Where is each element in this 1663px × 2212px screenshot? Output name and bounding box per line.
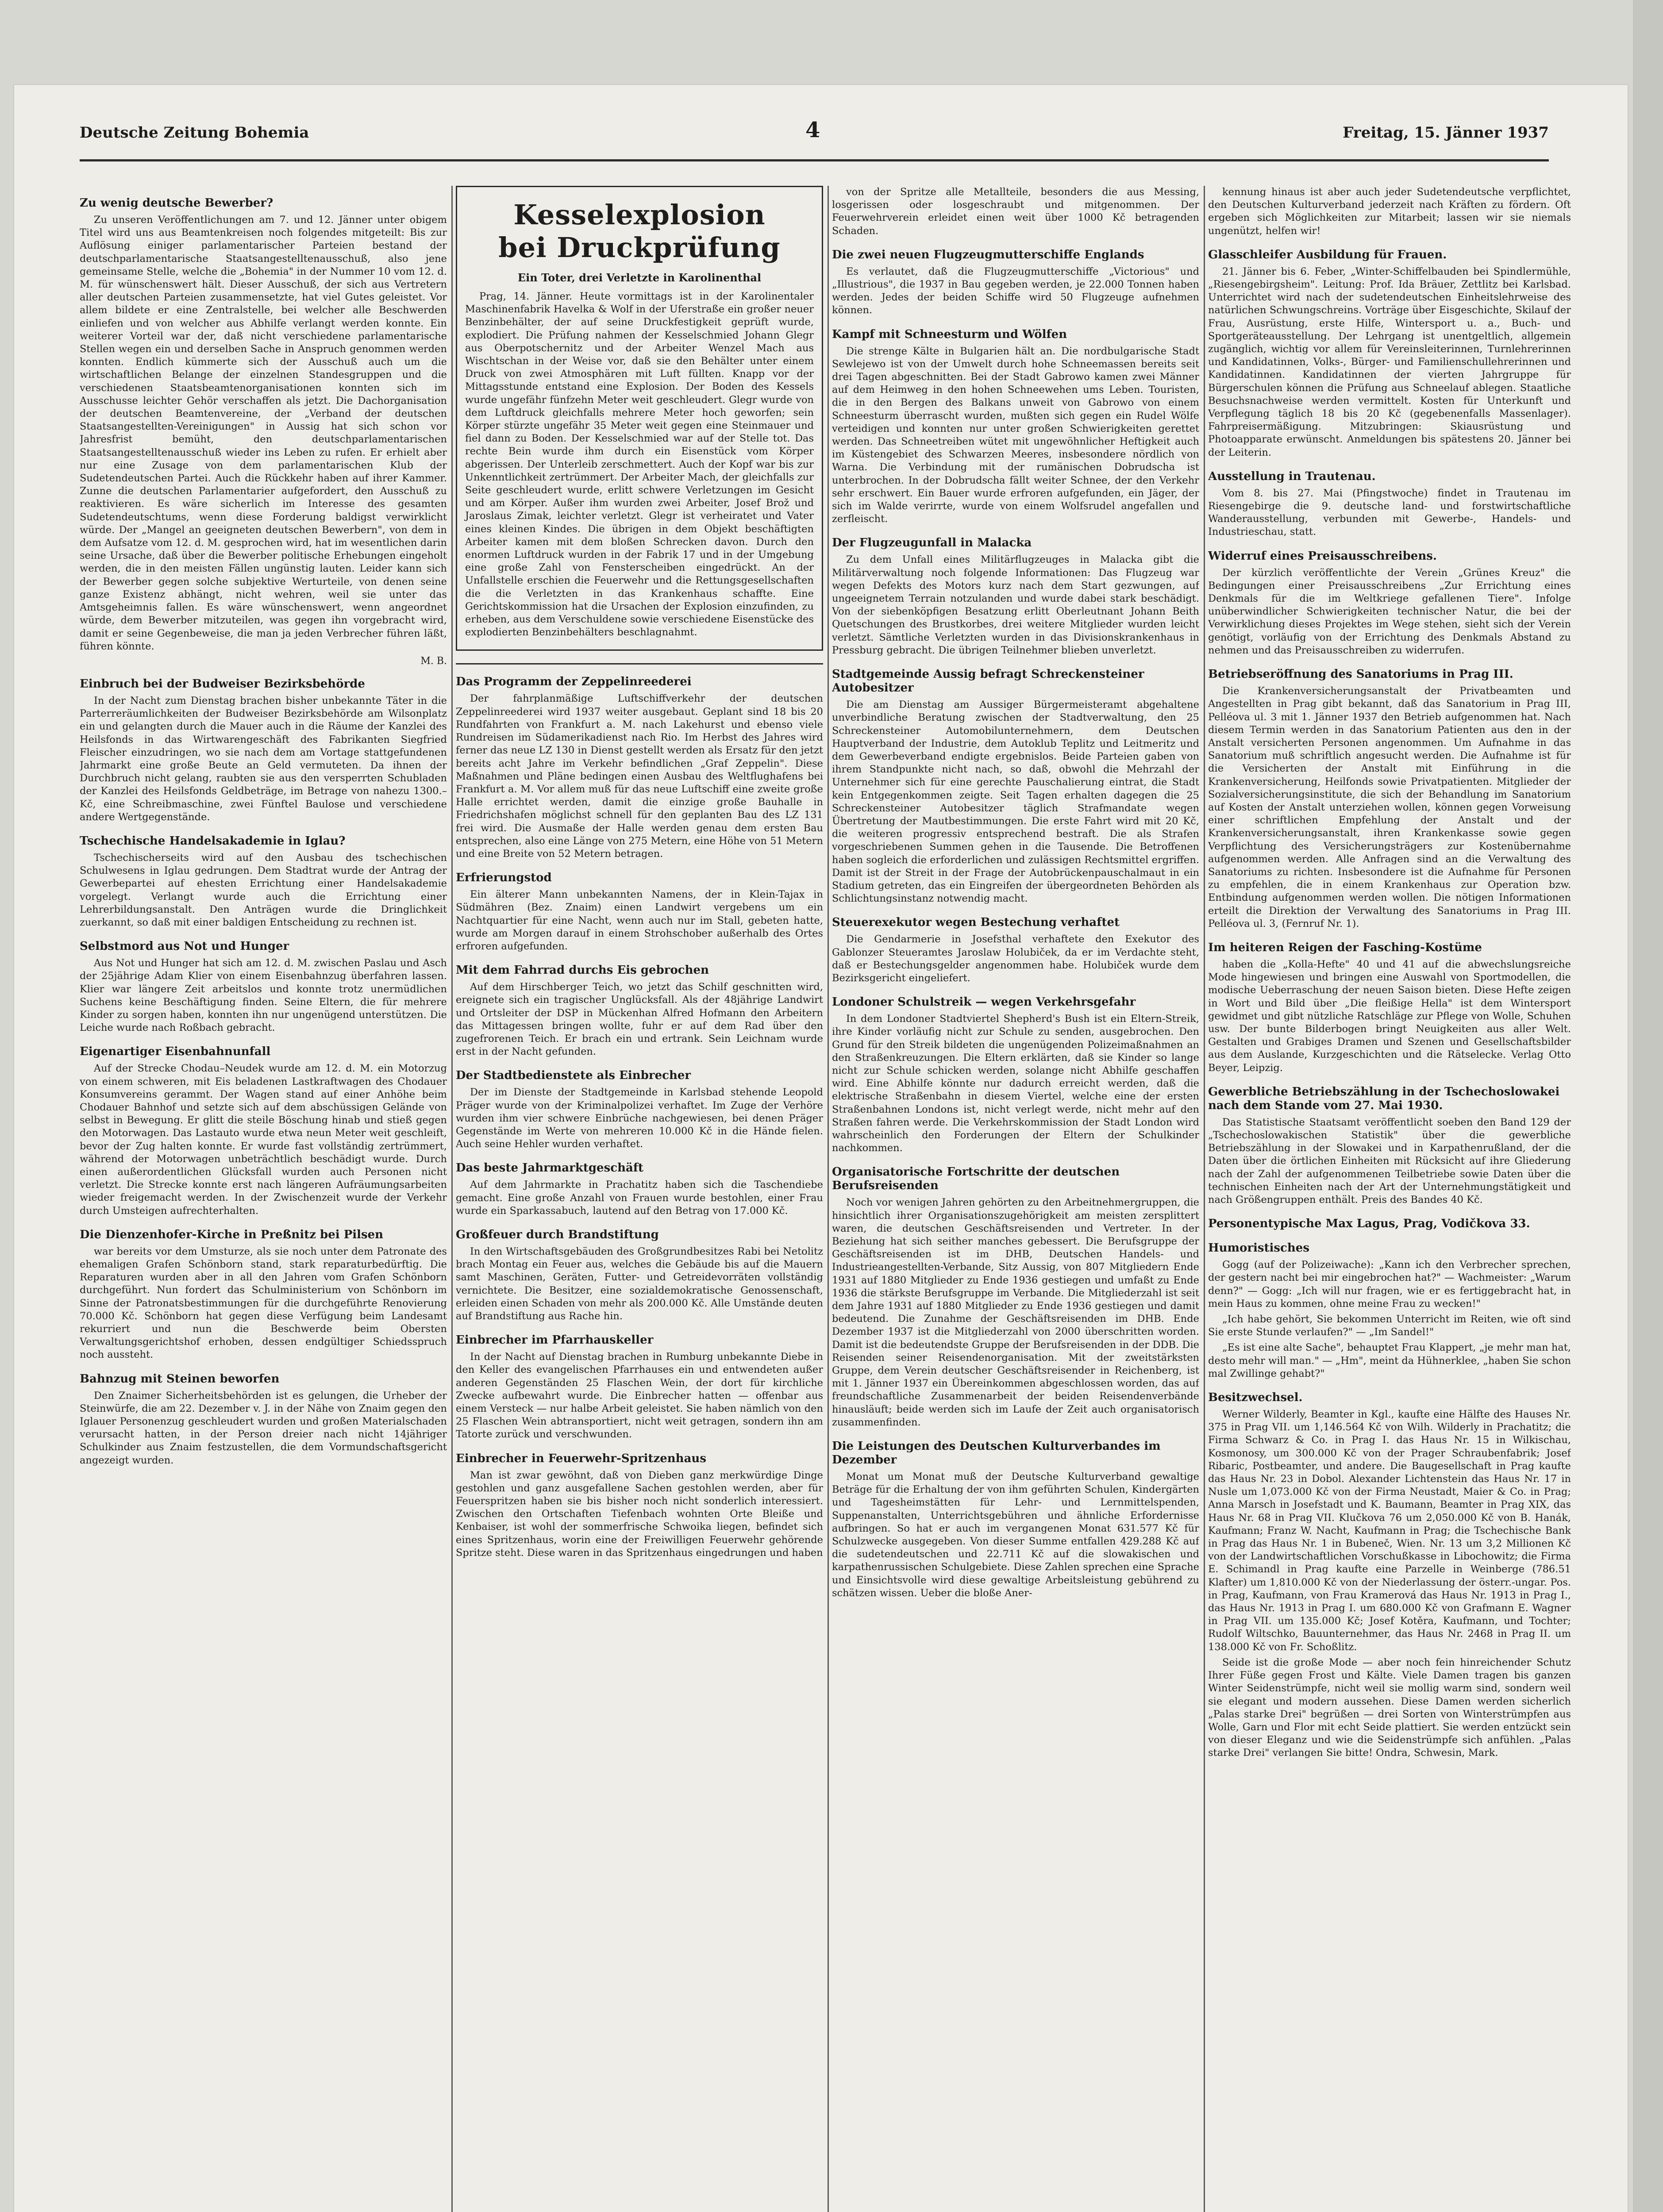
article xyxy=(832,668,1199,905)
article-paragraph: war bereits vor dem Umsturze, als sie noch unter dem Patronate des ehemaligen Grafen Schönborn stand, stark reparaturbedürftig. Die Reparaturen wurden aber in all den Jahren vom Grafen Schönborn durchgeführt. Nun fordert das Schulministerium von Schönborn im Sinne der Patronatsbestimmungen für die durchgeführte Renovierung 70.000 Kč. Schönborn hat gegen diese Verfügung beim Landesamt rekurriert und nun die Beschwerde beim Obersten Verwaltungsgerichtshof erhoben, dessen endgültiger Schiedsspruch noch aussteht. xyxy=(80,1245,447,1361)
article-title: Steuerexekutor wegen Bestechung verhaftet xyxy=(832,916,1120,929)
article-paragraph: Es verlautet, daß die Flugzeugmutterschiffe „Victorious" und „Illustrious", die 1937 in Bau gegeben werden, je 22.000 Tonnen haben werden. Jedes der beiden Schiffe wird 50 Flugzeuge aufnehmen können. xyxy=(832,265,1199,316)
article-paragraph: Die Gendarmerie in Josefsthal verhaftete den Exekutor des Gablonzer Steueramtes Jaroslaw Holubiček, da er im Verdachte steht, daß er Bestechungsgelder angenommen habe. Holubiček wurde dem Bezirksgericht eingeliefert. xyxy=(832,933,1199,984)
article xyxy=(1208,1656,1571,1760)
article-paragraph: Ein älterer Mann unbekannten Namens, der in Klein-Tajax in Südmähren (Bez. Znaim) einen Landwirt vergebens um ein Nachtquartier für eine Nacht, wenn auch nur im Stall, gebeten hatte, wurde am Morgen darauf in einem Strohschober außerhalb des Ortes erfroren aufgefunden. xyxy=(456,889,823,952)
article-title: Bahnzug mit Steinen beworfen xyxy=(80,1372,280,1386)
column-rule xyxy=(828,186,829,2212)
article-title: Großfeuer durch Brandstiftung xyxy=(456,1228,659,1241)
page-header xyxy=(80,111,1549,161)
page-number: 4 xyxy=(805,118,820,142)
article-paragraph: Das Statistische Staatsamt veröffentlicht soeben den Band 129 der „Tschechoslowakischen Statistik" über die gewerbliche Betriebszählung in der Slowakei und in Karpathenrußland, der die Daten über die örtlichen Einheiten mit Rücksicht auf ihre Gliederung nach der Zahl der aufgenommenen Teilbetriebe sowie Daten über die technischen Einheiten nach der Art der Unternehmungstätigkeit und nach Größengruppen enthält. Preis des Bandes 40 Kč. xyxy=(1208,1116,1571,1206)
issue-date: Freitag, 15. Jänner 1937 xyxy=(1343,124,1549,142)
article-title: Gewerbliche Betriebszählung in der Tschechoslowakei nach dem Stande vom 27. Mai 1930. xyxy=(1208,1085,1560,1112)
article-title: Glasschleifer Ausbildung für Frauen. xyxy=(1208,248,1447,261)
article-paragraph: Die Krankenversicherungsanstalt der Privatbeamten und Angestellten in Prag gibt bekannt, daß das Sanatorium in Prag III, Pelléova ul. 3 mit 1. Jänner 1937 den Betrieb aufgenommen hat. Nach diesem Termin werden in das Sanatorium Patienten aus den in der Anstalt versicherten Personen angenommen. Um Aufnahme in das Sanatorium muß schriftlich angesucht werden. Die Aufnahme ist für die Versicherten der Anstalt mit Einführung in die Krankenversicherung, Heilfonds sowie Privatpatienten. Mitglieder der Sozialversicherungsinstitute, die sich der Behandlung im Sanatorium auf Kosten der Anstalt unterziehen wollen, können gegen Vorweisung einer schriftlichen Empfehlung der Anstalt und der Krankenversicherungsanstalt, ihren Krankenkasse sowie gegen Verpflichtung des Versicherungsträgers zur Kostenübernahme aufgenommen werden. Alle Anfragen sind an die Verwaltung des Sanatoriums zu richten. Insbesondere ist die Aufnahme für Personen zu empfehlen, die in einem Krankenhaus zur Operation bzw. Entbindung aufgenommen werden wollen. Die nötigen Informationen erteilt die Direktion der Verwaltung des Sanatoriums in Prag III. Pelléova ul. 3, (Fernruf Nr. 1). xyxy=(1208,685,1571,929)
article-paragraph: von der Spritze alle Metallteile, besonders die aus Messing, losgerissen oder losgeschraubt und mitgenommen. Der Feuerwehrverein erleidet einen weit über 1000 Kč betragenden Schaden. xyxy=(832,186,1199,237)
article xyxy=(456,871,823,953)
article-title: Einbrecher im Pfarrhauskeller xyxy=(456,1333,654,1347)
article xyxy=(456,675,823,860)
article-paragraph: In der Nacht zum Dienstag brachen bisher unbekannte Täter in die Parterreräumlichkeiten der Budweiser Bezirksbehörde am Wilsonplatz ein und gelangten durch die Mauer auch in die Räume der Kanzlei des Heilsfonds in das Wirtwarengeschäft des Fabrikanten Siegfried Fleischer einzudringen, wo sie nach dem am Vortage stattgefundenen Jahrmarkt eine große Beute an Geld vermuteten. Da ihnen der Durchbruch nicht gelang, raubten sie aus den versperrten Schubladen der Kanzlei des Heilsfonds Geldbeträge, im Betrage von nahezu 1300.– Kč, eine Schreibmaschine, zwei Fünftel Baulose und verschiedene andere Wertgegenstände. xyxy=(80,695,447,823)
article-title: Im heiteren Reigen der Fasching-Kostüme xyxy=(1208,941,1482,954)
article xyxy=(832,995,1199,1155)
newspaper-page xyxy=(13,84,1628,2212)
column-rule xyxy=(451,186,453,2212)
article-paragraph: Gogg (auf der Polizeiwache): „Kann ich den Verbrecher sprechen, der gestern nacht bei mir eingebrochen hat?" — Wachmeister: „Warum denn?" — Gogg: „Ich will nur fragen, wie er es fertiggebracht hat, in mein Haus zu kommen, ohne meine Frau zu wecken!" xyxy=(1208,1259,1571,1310)
article xyxy=(1208,1241,1571,1380)
article-paragraph: Werner Wilderly, Beamter in Kgl., kaufte eine Hälfte des Hauses Nr. 375 in Prag VII. um 1,146.564 Kč von Wilh. Wilderly in Prachatitz; die Firma Schwarz & Co. in Prag I. das Haus Nr. 15 in Wilkischau, Kosmonosy, um 300.000 Kč von der Prager Schraubenfabrik; Josef Ribaric, Postbeamter, und andere. Die Baugesellschaft in Prag kaufte das Haus Nr. 23 in Dobol. Alexander Lichtenstein das Haus Nr. 17 in Nusle um 1,073.000 Kč von der Firma Neustadt, Maier & Co. in Prag; Anna Marsch in Josefstadt und K. Baumann, Beamter in Prag XIX, das Haus Nr. 68 in Prag VII. Klučkova 76 um 2,050.000 Kč von B. Hanák, Kaufmann; Franz W. Nacht, Kaufmann in Prag; die Tschechische Bank in Prag das Haus Nr. 1 in Bubeneč, Wien. Nr. 13 um 3,2 Millionen Kč von der Landwirtschaftlichen Vorschußkasse in Libochowitz; die Firma E. Schimandl in Prag kaufte eine Parzelle in Weinberge (786.51 Klafter) um 1,810.000 Kč von der Niederlassung der österr.-ungar. Pos. in Prag, Kaufmann, von Frau Kramerová das Haus Nr. 1913 in Prag I., das Haus Nr. 1913 in Prag I. um 680.000 Kč von Grafmann E. Wagner in Prag VII. um 135.000 Kč; Josef Kotěra, Kaufmann, und Tochter; Rudolf Wiltschko, Bauunternehmer, das Haus Nr. 2468 in Prag II. um 138.000 Kč von Fr. Schoßlitz. xyxy=(1208,1409,1571,1653)
article-title: Personentypische Max Lagus, Prag, Vodičkova 33. xyxy=(1208,1217,1530,1231)
article-paragraph: Monat um Monat muß der Deutsche Kulturverband gewaltige Beträge für die Erhaltung der von ihm geführten Schulen, Kindergärten und Tagesheimstätten für Lehr- und Lernmittelspenden, Suppenanstalten, Unterrichtsgebühren und ähnliche Erfordernisse aufbringen. So hat er auch im vergangenen Monat 631.577 Kč für Schulzwecke ausgegeben. Von dieser Summe entfallen 429.288 Kč auf die sudetendeutschen und 22.711 Kč auf die slowakischen und karpathenrussischen Schulgebiete. Diese Zahlen sprechen eine Sprache und Einsichtsvolle wird diese gewaltige Arbeitsleistung gebührend zu schätzen wissen. Ueber die bloße Aner- xyxy=(832,1471,1199,1599)
article xyxy=(1208,1391,1571,1654)
article-byline: M. B. xyxy=(420,655,447,667)
article-paragraph: Man ist zwar gewöhnt, daß von Dieben ganz merkwürdige Dinge gestohlen und ganz ausgefallene Sachen gestohlen werden, aber für Feuerspritzen haben sie bis bisher noch nicht sonderlich interessiert. Zwischen den Ortschaften Tiefenbach wohnten Orte Bleiße und Kenbaiser, ist wohl der sommerfrische Schwoika liegen, befindet sich eines Spritzenhaus, worin eine der Freiwilligen Feuerwehr gehörende Spritze steht. Diese waren in das Spritzenhaus eingedrungen und haben xyxy=(456,1469,823,1559)
article xyxy=(1208,1217,1571,1231)
article-title: Einbrecher in Feuerwehr-Spritzenhaus xyxy=(456,1452,706,1465)
article-paragraph: Vom 8. bis 27. Mai (Pfingstwoche) findet in Trautenau im Riesengebirge die 9. deutsche land- und forstwirtschaftliche Wanderausstellung, verbunden mit Gewerbe-, Handels- und Industrieschau, statt. xyxy=(1208,487,1571,538)
article-paragraph: Tschechischerseits wird auf den Ausbau des tschechischen Schulwesens in Iglau gedrungen. Dem Stadtrat wurde der Antrag der Gewerbepartei auf ehesten Errichtung einer Handelsakademie vorgelegt. Verlangt wurde auch die Errichtung einer Lehrerbildungsanstalt. Den Anträgen wurde die Dringlichkeit zuerkannt, so daß mit einer baldigen Entscheidung zu rechnen ist. xyxy=(80,852,447,928)
article-title: Der Stadtbedienstete als Einbrecher xyxy=(456,1069,691,1083)
article xyxy=(1208,470,1571,539)
article-title: Widerruf eines Preisausschreibens. xyxy=(1208,549,1437,563)
article xyxy=(1208,668,1571,930)
article xyxy=(1208,248,1571,459)
article-paragraph: „Es ist eine alte Sache", behauptet Frau Klappert, „je mehr man hat, desto mehr will man." — „Hm", meint da Hühnerklee, „haben Sie schon mal Zwillinge gehabt?" xyxy=(1208,1342,1571,1379)
article-paragraph: Der kürzlich veröffentlichte der Verein „Grünes Kreuz" die Bedingungen einer Preisausschreibens „Zur Errichtung eines Denkmals für die im Weltkriege gefallenen Tiere". Infolge unüberwindlicher Schwierigkeiten technischer Natur, die bei der Verwirklichung dieses Projektes im Wege stehen, sieht sich der Verein genötigt, vorläufig von der Errichtung des Denkmals Abstand zu nehmen und das Preisausschreiben zu widerrufen. xyxy=(1208,567,1571,656)
column-rule xyxy=(1204,186,1205,2212)
lead-headline-line2: bei Druckprüfung xyxy=(498,231,781,264)
lead-headline-line1: Kesselexplosion xyxy=(513,199,766,231)
column-3 xyxy=(832,186,1199,2212)
article-paragraph: Aus Not und Hunger hat sich am 12. d. M. zwischen Paslau und Asch der 25jährige Adam Klier von einem Eisenbahnzug überfahren lassen. Klier war längere Zeit arbeitslos und konnte trotz unermüdlichen Suchens keine Beschäftigung finden. Seine Eltern, die für mehrere Kinder zu sorgen haben, konnten ihn nur ungenügend unterstützen. Die Leiche wurde nach Roßbach gebracht. xyxy=(80,957,447,1034)
article-title: Stadtgemeinde Aussig befragt Schreckensteiner Autobesitzer xyxy=(832,668,1144,695)
article-title: Erfrierungstod xyxy=(456,871,552,885)
article-title: Das Programm der Zeppelinreederei xyxy=(456,675,692,689)
article xyxy=(832,916,1199,985)
article-paragraph: haben die „Kolla-Hefte" 40 und 41 auf die abwechslungsreiche Mode hingewiesen und bringen eine Auswahl von Sportmodellen, die modische Ueberraschung der neuen Saison bieten. Diese Hefte zeigen in Wort und Bild über „Die fleißige Hella" ist dem Wintersport gewidmet und gibt nützliche Ratschläge zur Pflege von Wolle, Schuhen usw. Der bunte Bilderbogen bringt Neuigkeiten aus aller Welt. Gestalten und Grabiges Dramen und Szenen und Gesellschaftsbilder aus dem Auslande, Kurzgeschichten und die Rätselecke. Verlag Otto Beyer, Leipzig. xyxy=(1208,958,1571,1074)
article-paragraph: In dem Londoner Stadtviertel Shepherd's Bush ist ein Eltern-Streik, ihre Kinder vorläufig nicht zur Schule zu senden, ausgebrochen. Den Grund für den Streik bildeten die ungenügenden Polizeimaßnahmen an den Straßenkreuzungen. Die Eltern erklärten, daß sie Kinder so lange nicht zur Schule schicken werden, solange nicht Abhilfe geschaffen wird. Eine Abhilfe könnte nur dadurch erreicht werden, daß die elektrische Straßenbahn in diesem Viertel, welche eine der ersten Straßenbahnen Londons ist, nicht verlegt werde, nicht mehr auf den Straßen fahren werde. Die Verkehrskommission der Stadt London wird wahrscheinlich den Forderungen der Eltern der Schulkinder nachkommen. xyxy=(832,1013,1199,1154)
lead-article-box xyxy=(456,186,823,651)
section-divider xyxy=(456,663,823,664)
article-title: Londoner Schulstreik — wegen Verkehrsgefahr xyxy=(832,995,1136,1009)
article xyxy=(1208,941,1571,1075)
article xyxy=(832,248,1199,317)
article xyxy=(80,196,447,667)
article-paragraph: Der fahrplanmäßige Luftschiffverkehr der deutschen Zeppelinreederei wird 1937 weiter ausgebaut. Geplant sind 18 bis 20 Rundfahrten von Frankfurt a. M. nach Lakehurst und ebenso viele Rundreisen im Südamerikadienst nach Rio. Im Herbst des Jahres wird ferner das neue LZ 130 in Dienst gestellt werden als Ersatz für den jetzt bereits acht Jahre im Verkehr befindlichen „Graf Zeppelin". Diese Maßnahmen und Pläne bedingen einen Ausbau des Weltflughafens bei Frankfurt a. M. Vor allem muß für das neue Luftschiff eine zweite große Halle errichtet werden, damit die einzige große Bauhalle in Friedrichshafen möglichst schnell für den geplanten Bau des LZ 131 frei wird. Die Ausmaße der Halle werden genau dem ersten Bau entsprechen, also eine Länge von 275 Metern, eine Höhe von 51 Metern und eine Breite von 52 Metern betragen. xyxy=(456,693,823,860)
article-paragraph: 21. Jänner bis 6. Feber, „Winter-Schiffelbauden bei Spindlermühle, „Riesengebirgsheim". Leitung: Prof. Ida Bräuer, Zettlitz bei Karlsbad. Unterrichtet wird nach der sudetendeutschen Einheitslehrweise des natürlichen Schwungschreins. Vorträge über Eisgeschichte, Skilauf der Frau, Ausrüstung, erste Hilfe, Wintersport u. a., Buch- und Sportgeräteausstellung. Der Lehrgang ist unentgeltlich, allgemein zugänglich, wichtig vor allem für Vereinsleiterinnen, Turnlehrerinnen und Kandidatinnen, Volks-, Bürger- und Familienschullehrerinnen und Kandidatinnen. Kandidatinnen der vierten Jahrgruppe für Bürgerschulen können die Prüfung aus Schneelauf ablegen. Staatliche Besuchsnachweise werden vermittelt. Kosten für Unterkunft und Verpflegung täglich 18 bis 20 Kč (gegebenenfalls Massenlager). Fahrpreisermäßigung. Mitzubringen: Skiausrüstung und Photoapparate erwünscht. Anmeldungen bis spätestens 20. Jänner bei der Leiterin. xyxy=(1208,265,1571,458)
article xyxy=(456,964,823,1058)
article-paragraph: kennung hinaus ist aber auch jeder Sudetendeutsche verpflichtet, den Deutschen Kulturverband jederzeit nach Kräften zu fördern. Oft ergeben sich Möglichkeiten zur Mitarbeit; lassen wir sie niemals ungenützt, helfen wir! xyxy=(1208,186,1571,237)
article xyxy=(80,834,447,929)
article-paragraph: Auf dem Hirschberger Teich, wo jetzt das Schilf geschnitten wird, ereignete sich ein tragischer Unglücksfall. Als der 48jährige Landwirt und Ortsleiter der DSP in Mückenhan Alfred Hofmann den Arbeitern das Mittagessen bringen wollte, fuhr er auf dem Rad über den zugefrorenen Teich. Er brach ein und ertrank. Sein Leichnam wurde erst in der Nacht gefunden. xyxy=(456,981,823,1058)
article xyxy=(456,1069,823,1151)
article xyxy=(456,1452,823,1559)
article-title: Kampf mit Schneesturm und Wölfen xyxy=(832,327,1067,341)
article xyxy=(80,1228,447,1362)
article xyxy=(80,1372,447,1467)
article-paragraph: Seide ist die große Mode — aber noch fein hinreichender Schutz Ihrer Füße gegen Frost und Kälte. Viele Damen tragen bis ganzen Winter Seidenstrümpfe, nicht weil sie mollig warm sind, sondern weil sie elegant und modern aussehen. Diese Damen werden sicherlich „Palas starke Drei" begrüßen — drei Sorten von Winterstrümpfen aus Wolle, Garn und Flor mit echt Seide plattiert. Sie werden entzückt sein von dieser Eleganz und wie die Seidenstrümpfe sich anfühlen. „Palas starke Drei" verlangen Sie bitte! Ondra, Schwesin, Mark. xyxy=(1208,1656,1571,1759)
article xyxy=(832,186,1199,238)
article xyxy=(456,1161,823,1217)
article xyxy=(80,940,447,1034)
article-paragraph: Noch vor wenigen Jahren gehörten zu den Arbeitnehmergruppen, die hinsichtlich ihrer Organisationszugehörigkeit am meisten zersplittert waren, die deutschen Geschäftsreisenden und Vertreter. In der Beziehung hat sich seither manches gebessert. Die Berufsgruppe der Geschäftsreisenden ist im DHB, Deutschen Handels- und Industrieangestellten-Verbande, Sitz Aussig, von 807 Mitgliedern Ende 1931 auf 1880 Mitglieder zu Ende 1936 gestiegen und umfaßt zu Ende 1936 die stärkste Berufsgruppe im Verbande. Die Mitgliederzahl ist seit dem Jahre 1931 auf 1880 Mitglieder zu Ende 1936 gestiegen und damit bedeutend. Die Zunahme der Geschäftsreisenden im DHB. Ende Dezember 1937 ist die Mitgliederzahl von 2000 überschritten worden. Damit ist die bedeutendste Gruppe der Berufsreisenden in der DDB. Die Reisenden seiner Reisendenorganisation. Mit der zweitstärksten Gruppe, dem Verein deutscher Geschäftsreisender in Reichenberg, ist mit 1. Jänner 1937 ein Übereinkommen abgeschlossen worden, das auf freundschaftliche Zusammenarbeit der beiden Reisendenverbände hinausläuft; beide werden sich im Laufe der Zeit auch organisatorisch zusammenfinden. xyxy=(832,1197,1199,1428)
article-paragraph: Auf dem Jahrmarkte in Prachatitz haben sich die Taschendiebe gemacht. Eine große Anzahl von Frauen wurde bestohlen, einer Frau wurde ein Sparkassabuch, lautend auf den Betrag von 17.000 Kč. xyxy=(456,1179,823,1217)
article-title: Tschechische Handelsakademie in Iglau? xyxy=(80,834,346,848)
article-title: Eigenartiger Eisenbahnunfall xyxy=(80,1045,271,1059)
article-paragraph: Den Znaimer Sicherheitsbehörden ist es gelungen, die Urheber der Steinwürfe, die am 22. Dezember v. J. in der Nähe von Znaim gegen den Iglauer Personenzug geschleudert wurden und großen Materialschaden verursacht hatten, in der Person dreier nach nicht 14jähriger Schulkinder aus Znaim festzustellen, die dem Vormundschaftsgericht angezeigt wurden. xyxy=(80,1390,447,1466)
column-2 xyxy=(456,186,823,2212)
article-paragraph: Auf der Strecke Chodau–Neudek wurde am 12. d. M. ein Motorzug von einem schweren, mit Eis beladenen Lastkraftwagen des Chodauer Konsumvereins gerammt. Der Wagen stand auf einer Anhöhe beim Chodauer Bahnhof und setzte sich auf dem abschüssigen Gelände von selbst in Bewegung. Er glitt die steile Böschung hinab und stieß gegen den Motorwagen. Das Lastauto wurde etwa neun Meter weit geschleift, bevor der Zug halten konnte. Er wurde fast vollständig zertrümmert, während der Motorwagen unbeträchtlich beschädigt wurde. Durch einen außerordentlichen Glücksfall wurden auch Personen nicht verletzt. Die Strecke konnte erst nach längeren Aufräumungsarbeiten wieder freigemacht werden. In der Zwischenzeit wurde der Verkehr durch Umsteigen aufrechterhalten. xyxy=(80,1063,447,1217)
article-paragraph: Die strenge Kälte in Bulgarien hält an. Die nordbulgarische Stadt Sewlejewo ist von der Umwelt durch hohe Schneemassen bereits seit drei Tagen abgeschnitten. Bei der Stadt Gabrowo kamen zwei Männer auf dem Heimweg in den hohen Schneewehen ums Leben. Touristen, die in den Bergen des Balkans unweit von Gabrowo von einem Schneesturm überrascht wurden, mußten sich gegen ein Rudel Wölfe verteidigen und konnten nur unter großen Schwierigkeiten gerettet werden. Das Schneetreiben wütet mit ungewöhnlicher Heftigkeit auch im Küstengebiet des Schwarzen Meeres, insbesondere nördlich von Warna. Die Verbindung mit der rumänischen Dobrudscha ist unterbrochen. In der Dobrudscha fällt weiter Schnee, der den Verkehr sehr erschwert. Ein Bauer wurde erfroren aufgefunden, ein Jäger, der sich im Walde verirrte, wurde von einem Wolfsrudel angefallen und zerfleischt. xyxy=(832,345,1199,525)
article-title: Zu wenig deutsche Bewerber? xyxy=(80,196,273,210)
article xyxy=(832,536,1199,657)
lead-body: Prag, 14. Jänner. Heute vormittags ist in der Karolinentaler Maschinenfabrik Havelka & Wolf in der Uferstraße ein großer neuer Benzinbehälter, der auf seine Druckfestigkeit geprüft wurde, explodiert. Die Prüfung nahmen der Kesselschmied Johann Glegr aus Oberpotschernitz und der Arbeiter Wenzel Mach aus Wischtschan in der Weise vor, daß sie den Behälter unter einem Druck von zwei Atmosphären mit Luft füllten. Knapp vor der Mittagsstunde entstand eine Explosion. Der Boden des Kessels wurde ungefähr fünfzehn Meter weit geschleudert. Glegr wurde von dem Luftdruck gleichfalls mehrere Meter hoch geworfen; sein Körper stürzte ungefähr 35 Meter weit gegen eine Steinmauer und fiel dann zu Boden. Der Kesselschmied war auf der Stelle tot. Das rechte Bein wurde ihm durch ein Eisenstück vom Körper abgerissen. Der Unterleib zerschmettert. Auch der Kopf war bis zur Unkenntlichkeit zertrümmert. Der Arbeiter Mach, der gleichfalls zur Seite geschleudert wurde, erlitt schwere Verletzungen im Gesicht und am Körper. Außer ihm wurden zwei Arbeiter, Josef Brož und Jaroslaus Zimak, leichter verletzt. Glegr ist verheiratet und Vater eines kleinen Kindes. Die übrigen in dem Objekt beschäftigten Arbeiter kamen mit dem bloßen Schrecken davon. Durch den enormen Luftdruck wurden in der Fabrik 17 und in der Umgebung eine große Zahl von Fensterscheiben eingedrückt. An der Unfallstelle erschien die Feuerwehr und die Rettungsgesellschaften die die Verletzten in das Krankenhaus schaffte. Eine Gerichtskommission hat die Ursachen der Explosion einzufinden, zu erheben, aus dem Verschuldene sowie verschiedene Eisenstücke des explodierten Benzinbehälters beschlagnahmt. xyxy=(465,291,814,638)
article-paragraph: In den Wirtschaftsgebäuden des Großgrundbesitzes Rabi bei Netolitz brach Montag ein Feuer aus, welches die Gebäude bis auf die Mauern samt Maschinen, Geräten, Futter- und Getreidevorräten vollständig vernichtete. Die Besitzer, eine sozialdemokratische Genossenschaft, erleiden einen Schaden von mehr als 200.000 Kč. Alle Umstände deuten auf Brandstiftung aus Rache hin. xyxy=(456,1245,823,1322)
article-title: Selbstmord aus Not und Hunger xyxy=(80,940,289,953)
article-title: Einbruch bei der Budweiser Bezirksbehörde xyxy=(80,677,365,691)
article xyxy=(832,328,1199,526)
article xyxy=(1208,549,1571,657)
article-title: Die Dienzenhofer-Kirche in Preßnitz bei Pilsen xyxy=(80,1228,384,1241)
article xyxy=(456,1228,823,1323)
article-paragraph: Zu dem Unfall eines Militärflugzeuges in Malacka gibt die Militärverwaltung noch folgende Informationen: Das Flugzeug war wegen Defekts des Motors kurz nach dem Start gezwungen, auf ungeeignetem Terrain notzulanden und wurde dabei stark beschädigt. Von der siebenköpfigen Besatzung erlitt Oberleutnant Johann Beith Quetschungen des Brustkorbes, drei weitere Mitglieder wurden leicht verletzt. Sämtliche Verletzten wurden in das Divisionskrankenhaus in Pressburg gebracht. Die übrigen Teilnehmer blieben unverletzt. xyxy=(832,554,1199,656)
scanner-margin xyxy=(1633,0,1663,2212)
article-paragraph: In der Nacht auf Dienstag brachen in Rumburg unbekannte Diebe in den Keller des evangelischen Pfarrhauses ein und entwendeten außer anderen Gegenständen 25 Flaschen Wein, der dort für kirchliche Zwecke aufbewahrt wurde. Die Einbrecher hatten — offenbar aus einem Versteck — nur halbe Arbeit geleistet. Sie haben nämlich von den 25 Flaschen Wein abtransportiert, nicht weit getragen, sondern ihn am Tatorte zurück und verschwunden. xyxy=(456,1351,823,1440)
article xyxy=(832,1165,1199,1429)
article-paragraph: Der im Dienste der Stadtgemeinde in Karlsbad stehende Leopold Präger wurde von der Kriminalpolizei verhaftet. Im Zuge der Verhöre wurden ihm vier schwere Einbrüche nachgewiesen, bei denen Präger Gegenstände im Werte von mehreren 10.000 Kč in die Hände fielen. Auch seine Hehler wurden verhaftet. xyxy=(456,1087,823,1150)
column-4 xyxy=(1208,186,1571,2212)
article-title: Humoristisches xyxy=(1208,1241,1309,1255)
column-2-sections xyxy=(456,675,823,1559)
article-title: Der Flugzeugunfall in Malacka xyxy=(832,536,1032,550)
article-title: Mit dem Fahrrad durchs Eis gebrochen xyxy=(456,964,709,977)
article-title: Organisatorische Fortschritte der deutschen Berufsreisenden xyxy=(832,1165,1120,1193)
article-title: Die Leistungen des Deutschen Kulturverbandes im Dezember xyxy=(832,1440,1161,1467)
article-title: Betriebseröffnung des Sanatoriums in Prag III. xyxy=(1208,668,1513,681)
article-paragraph: Zu unseren Veröffentlichungen am 7. und 12. Jänner unter obigem Titel wird uns aus Beamtenkreisen noch folgendes mitgeteilt: Bis zur Auflösung einiger parlamentarischer Parteien bestand der deutschparlamentarische Staatsangestelltenausschuß, also jene gemeinsame Stelle, welche die „Bohemia" in der Nummer 10 vom 12. d. M. für wünschenswert hält. Dieser Ausschuß, der sich aus Vertretern aller deutschen Parteien zusammensetzte, hat viel Gutes geleistet. Vor allem bildete er eine Zentralstelle, bei welcher alle Beschwerden einliefen und von welcher aus Abhilfe verlangt werden konnte. Ein weiterer Vorteil war der, daß nicht verschiedene parlamentarische Stellen wegen ein und derselben Sache in Anspruch genommen werden konnten. Endlich kümmerte sich der Ausschuß auch um die wirtschaftlichen Belange der einzelnen Standesgruppen und die verschiedenen Staatsbeamtenorganisationen konnten sich im Ausschusse leichter Gehör verschaffen als jetzt. Die Dachorganisation der deutschen Beamtenvereine, der „Verband der deutschen Staatsangestellten-Vereinigungen" in Aussig hat sich schon vor Jahresfrist bemüht, den deutschparlamentarischen Staatsangestelltenausschuß wieder ins Leben zu rufen. Er erhielt aber nur eine Zusage von dem parlamentarischen Klub der Sudetendeutschen Partei. Auch die Rückkehr haben auf ihrer Kammer. Zunne die deutschen Parlamentarier aufgefordert, den Ausschuß zu reaktivieren. Es wäre sicherlich im Interesse des gesamten Sudetendeutschtums, wenn diese Forderung baldigst verwirklicht würde. Der „Mangel an geeigneten deutschen Bewerbern", von dem in dem Aufsatze vom 12. d. M. gesprochen wird, hat im wesentlichen darin seine Ursache, daß über die Bewerber politische Erhebungen eingeholt werden, die in den meisten Fällen ungünstig lauten. Leider kann sich der Bewerber gegen solche subjektive Werturteile, von denen seine ganze Existenz abhängt, nicht wehren, weil sie unter das Amtsgeheimnis fallen. Es wäre wünschenswert, wenn angeordnet würde, dem Bewerber mitzuteilen, was gegen ihn vorgebracht wird, damit er seine Gegenbeweise, die man ja jeden Verbrecher führen läßt, führen könnte. xyxy=(80,214,447,652)
article xyxy=(80,677,447,824)
masthead-name: Deutsche Zeitung Bohemia xyxy=(80,124,309,142)
article xyxy=(1208,186,1571,238)
column-1 xyxy=(80,186,447,2212)
article-title: Die zwei neuen Flugzeugmutterschiffe Englands xyxy=(832,248,1144,261)
article xyxy=(1208,1085,1571,1206)
article xyxy=(80,1045,447,1217)
article xyxy=(832,1440,1199,1600)
lead-subtitle: Ein Toter, drei Verletzte in Karolinenthal xyxy=(517,271,762,284)
article-paragraph: Die am Dienstag am Aussiger Bürgermeisteramt abgehaltene unverbindliche Beratung zwischen der Stadtverwaltung, den 25 Schreckensteiner Automobilunternehmern, dem Deutschen Hauptverband der Industrie, dem Autoklub Teplitz und Leitmeritz und dem Gewerbeverband endigte ergebnislos. Beide Parteien gaben von ihrem Standpunkte nicht nach, so daß, obwohl die Mehrzahl der Unternehmer sich für eine gerechte Pauschalierung eintrat, die Stadt kein Entgegenkommen zeigte. Seit Tagen erhalten dagegen die 25 Schreckensteiner Autobesitzer täglich Strafmandate wegen Übertretung der Mautbestimmungen. Die erste Fahrt wird mit 20 Kč, die weiteren progressiv entsprechend bestraft. Die als Strafen vorgeschriebenen Summen gehen in die Tausende. Die Betroffenen haben sogleich die erforderlichen und zulässigen Rechtsmittel ergriffen. Damit ist der Streit in der Frage der Autobrückenpauschalmaut in ein Stadium getreten, das ein Eingreifen der übergeordneten Behörden als Schlichtungsinstanz notwendig macht. xyxy=(832,699,1199,905)
article-paragraph: „Ich habe gehört, Sie bekommen Unterricht im Reiten, wie oft sind Sie erste Stunde verlaufen?" — „Im Sandel!" xyxy=(1208,1313,1571,1338)
article-title: Besitzwechsel. xyxy=(1208,1391,1303,1405)
article-title: Ausstellung in Trautenau. xyxy=(1208,469,1376,483)
article-title: Das beste Jahrmarktgeschäft xyxy=(456,1161,644,1175)
article xyxy=(456,1333,823,1441)
